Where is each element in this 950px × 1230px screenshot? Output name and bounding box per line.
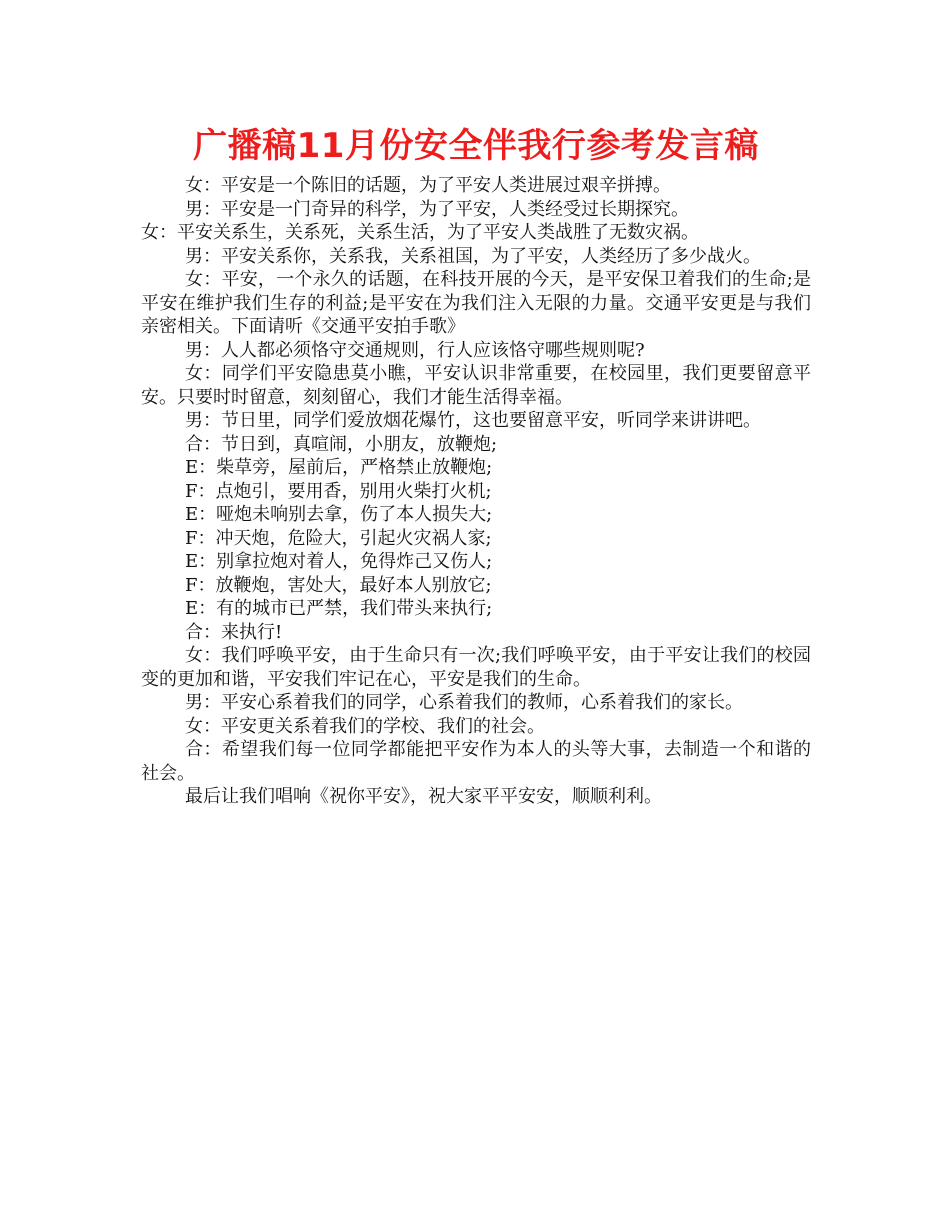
document-page [141, 122, 811, 809]
paragraph: E：有的城市已严禁，我们带头来执行; [185, 598, 493, 619]
paragraph: 女：平安更关系着我们的学校、我们的社会。 [185, 715, 545, 737]
paragraph: E：哑炮未响别去拿，伤了本人损失大; [185, 504, 493, 525]
paragraph: 男：平安是一门奇异的科学，为了平安，人类经受过长期探究。 [185, 198, 689, 220]
paragraph: 女：平安是一个陈旧的话题，为了平安人类进展过艰辛拼搏。 [185, 175, 671, 196]
paragraph: 男：平安关系你，关系我，关系祖国，为了平安，人类经历了多少战火。 [185, 245, 761, 267]
paragraph: 女：平安，一个永久的话题，在科技开展的今天，是平安保卫着我们的生命;是平安在维护我们生存的利益;是平安在为我们注入无限的力量。交通平安更是与我们亲密相关。下面请听《交通平安拍手歌》 [141, 269, 811, 337]
paragraph: E：柴草旁，屋前后，严格禁止放鞭炮; [185, 457, 493, 478]
paragraph: 女：平安关系生，关系死，关系生活，为了平安人类战胜了无数灾祸。 [141, 222, 699, 243]
paragraph: 男：平安心系着我们的同学，心系着我们的教师，心系着我们的家长。 [185, 692, 743, 713]
paragraph: F：放鞭炮，害处大，最好本人别放它; [185, 574, 492, 596]
paragraph: E：别拿拉炮对着人，免得炸己又伤人; [185, 551, 493, 572]
paragraph: 女：我们呼唤平安，由于生命只有一次;我们呼唤平安，由于平安让我们的校园变的更加和谐，平安我们牢记在心，平安是我们的生命。 [141, 645, 811, 690]
paragraph: F：冲天炮，危险大，引起火灾祸人家; [185, 527, 492, 549]
paragraph: 合：希望我们每一位同学都能把平安作为本人的头等大事，去制造一个和谐的社会。 [141, 739, 811, 784]
paragraph: 最后让我们唱响《祝你平安》，祝大家平平安安，顺顺利利。 [185, 786, 662, 807]
paragraph: 男：节日里，同学们爱放烟花爆竹，这也要留意平安，听同学来讲讲吧。 [185, 410, 761, 431]
paragraph: 女：同学们平安隐患莫小瞧，平安认识非常重要，在校园里，我们更要留意平安。只要时时留意，刻刻留心，我们才能生活得幸福。 [141, 363, 811, 408]
paragraph: 合：节日到，真喧闹，小朋友，放鞭炮; [185, 433, 498, 455]
document-body [141, 174, 811, 809]
document-title: 广播稿11月份安全伴我行参考发言稿 [193, 126, 759, 166]
paragraph: F：点炮引，要用香，别用火柴打火机; [185, 480, 492, 502]
paragraph: 男：人人都必须恪守交通规则，行人应该恪守哪些规则呢? [185, 339, 645, 361]
paragraph: 合：来执行! [185, 621, 283, 643]
